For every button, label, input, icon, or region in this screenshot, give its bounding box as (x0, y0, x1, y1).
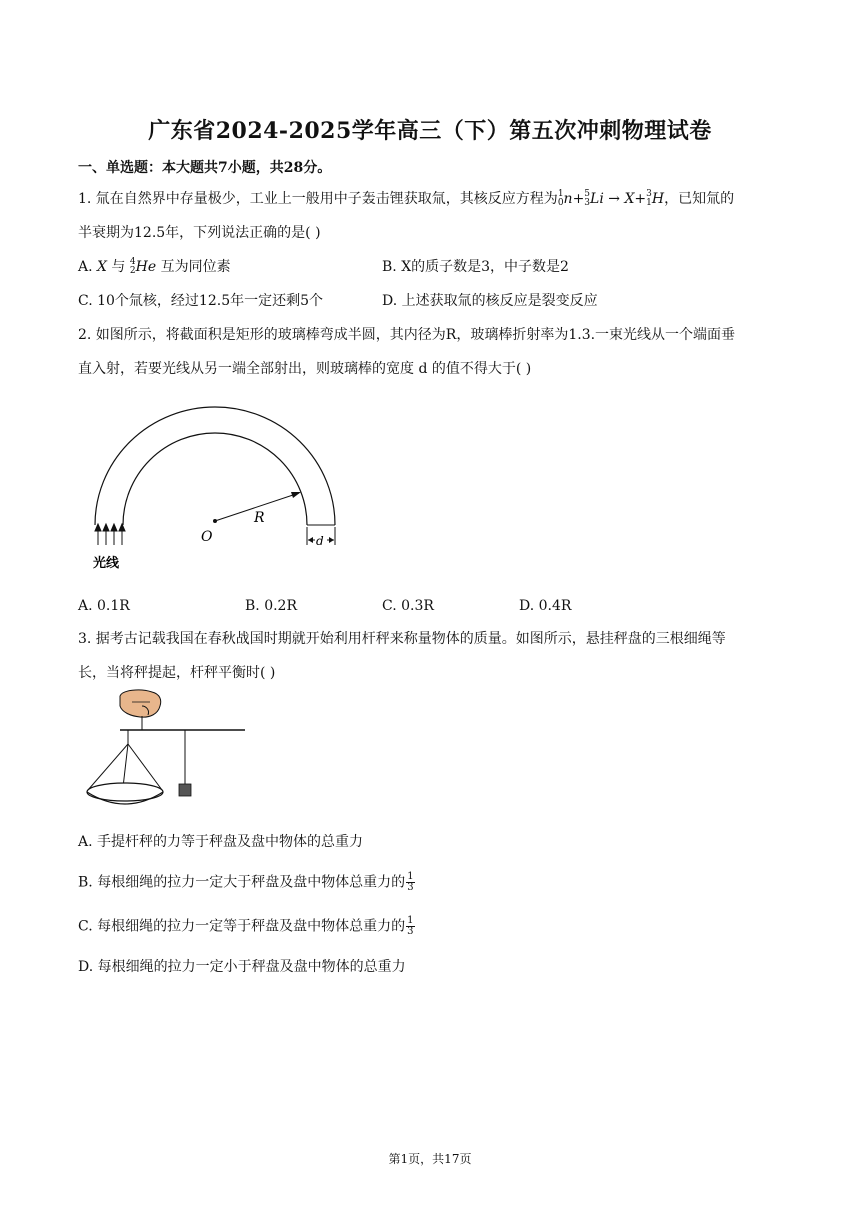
q1-line1 (78, 189, 734, 209)
label-d: d (316, 534, 324, 548)
q2-line1: 2. 如图所示，将截面积是矩形的玻璃棒弯成半圆，其内径为R，玻璃棒折射率为1.3.一束光线从一个端面垂 (78, 327, 736, 343)
q1-option-c: C. 10个氚核，经过12.5年一定还剩5个 (78, 293, 324, 309)
q2-option-a: A. 0.1R (78, 598, 130, 614)
q1-option-a-mid: 与 (106, 259, 130, 275)
q1-option-a (78, 257, 231, 277)
q1-line2: 半衰期为12.5年，下列说法正确的是( ) (78, 225, 321, 241)
q1-option-d: D. 上述获取氚的核反应是裂变反应 (382, 293, 598, 309)
page-footer: 第1页，共17页 (388, 1152, 472, 1166)
hand-icon (120, 690, 161, 717)
inner-arc (123, 433, 307, 525)
label-R: R (254, 510, 265, 526)
q1-option-a-x: X (97, 259, 107, 275)
q2-line2: 直入射，若要光线从另一端全部射出，则玻璃棒的宽度 d 的值不得大于( ) (78, 361, 532, 377)
q2-option-d: D. 0.4R (519, 598, 572, 614)
glass-rod-figure (85, 395, 350, 580)
radius-arrowhead (291, 492, 301, 498)
section-heading: 一、单选题：本大题共7小题，共28分。 (78, 160, 332, 176)
one-third-fraction: $\frac{1}{3}$ (407, 915, 414, 937)
q3-option-c-text: C. 每根细绳的拉力一定等于秤盘及盘中物体总重力的 (78, 918, 406, 935)
one-third-fraction: $\frac{1}{3}$ (407, 871, 414, 893)
helium-symbol: 4 2 He (129, 257, 157, 276)
q1-option-b: B. X的质子数是3，中子数是2 (382, 259, 569, 275)
q1-option-a-suffix: 互为同位素 (156, 259, 231, 275)
label-light: 光线 (93, 556, 120, 571)
q1-option-a-prefix: A. (78, 259, 98, 275)
q1-equation: 1 0 n+ 5 3 Li → X+ 3 1 H (557, 189, 665, 208)
steelyard-figure (80, 688, 255, 823)
counterweight (179, 784, 191, 796)
q3-option-b (78, 872, 415, 893)
q2-option-c: C. 0.3R (382, 598, 434, 614)
label-O: O (201, 529, 213, 545)
q3-option-b-text: B. 每根细绳的拉力一定大于秤盘及盘中物体总重力的 (78, 874, 406, 891)
q3-line1: 3. 据考古记载我国在春秋战国时期就开始利用杆秤来称量物体的质量。如图所示，悬挂秤盘的三根细绳等 (78, 631, 726, 647)
light-rays (95, 524, 125, 545)
q1-text-a: 1. 氚在自然界中存量极少，工业上一般用中子轰击锂获取氚，其核反应方程为 (78, 191, 558, 207)
page-title: 广东省2024-2025学年高三（下）第五次冲刺物理试卷 (148, 118, 712, 144)
q2-option-b: B. 0.2R (245, 598, 297, 614)
outer-arc (95, 407, 335, 525)
q3-option-d: D. 每根细绳的拉力一定小于秤盘及盘中物体的总重力 (78, 959, 406, 975)
q3-line2: 长，当将秤提起，杆秤平衡时( ) (78, 665, 276, 681)
q3-option-a: A. 手提杆秤的力等于秤盘及盘中物体的总重力 (78, 834, 364, 850)
q3-option-c (78, 916, 415, 937)
q1-text-b: ，已知氚的 (664, 191, 735, 207)
